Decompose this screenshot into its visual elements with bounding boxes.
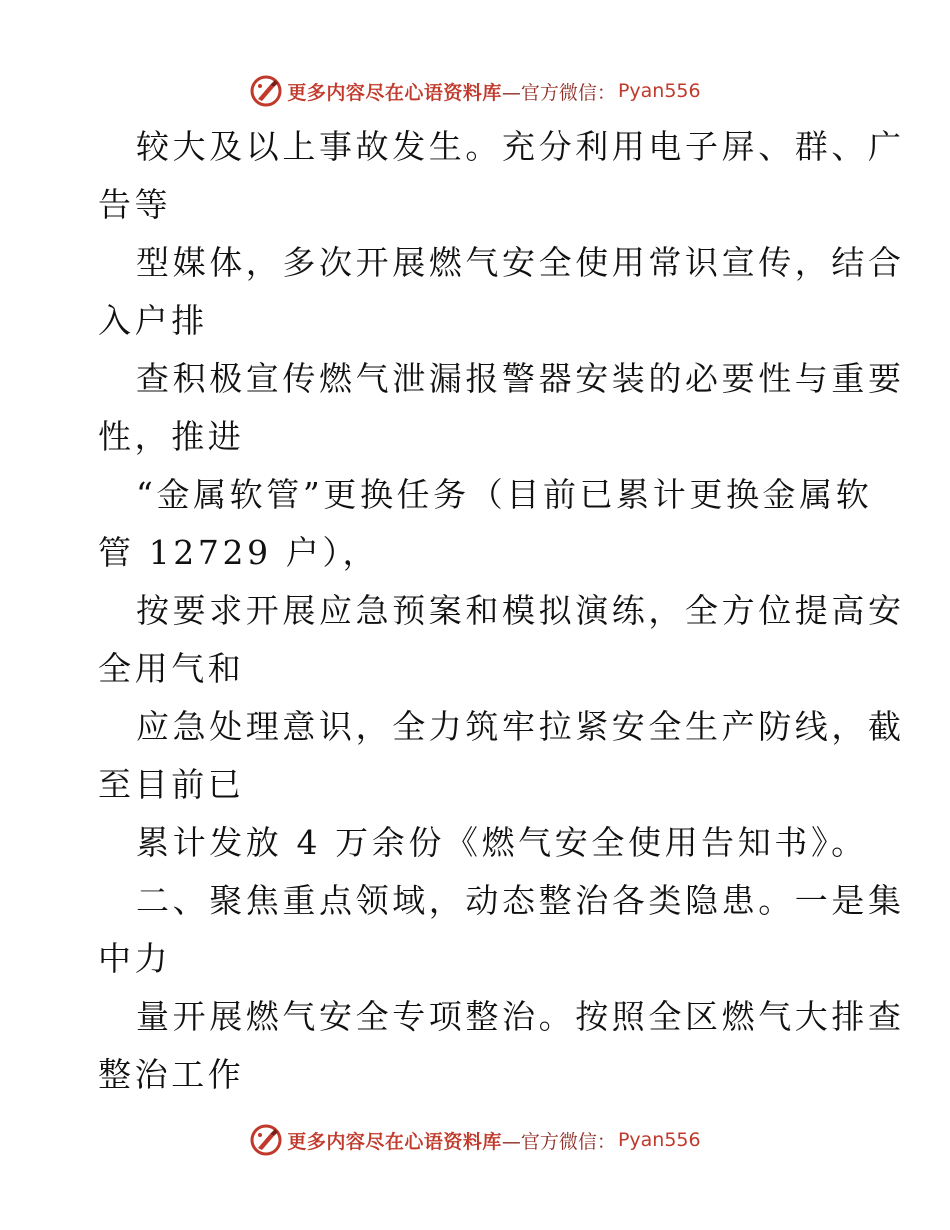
paragraph-line: 至目前已	[98, 765, 245, 804]
header-banner	[0, 71, 950, 111]
paragraph-line: “金属软管”更换任务（目前已累计更换金属软	[136, 475, 873, 514]
paragraph-line: 全用气和	[98, 649, 245, 688]
paragraph-line: 入户排	[98, 301, 208, 340]
paragraph-line: 整治工作	[98, 1055, 245, 1094]
paragraph-line: 告等	[98, 185, 172, 224]
banner-contact-label: —官方微信：	[501, 1130, 616, 1153]
paragraph-line: 查积极宣传燃气泄漏报警器安装的必要性与重要	[136, 359, 905, 398]
paragraph-line: 累计发放 4 万余份《燃气安全使用告知书》。	[136, 823, 868, 862]
paragraph-line: 较大及以上事故发生。充分利用电子屏、群、广	[136, 127, 905, 166]
paragraph-line: 管 12729 户），	[98, 533, 380, 572]
banner-account-id: Pyan556	[617, 1129, 701, 1151]
paragraph-line: 性，推进	[98, 417, 245, 456]
paragraph-line: 中力	[98, 939, 172, 978]
document-body	[98, 118, 905, 1104]
banner-account-id: Pyan556	[617, 80, 701, 102]
paragraph-line: 二、聚焦重点领域，动态整治各类隐患。一是集	[136, 881, 905, 920]
paragraph-line: 按要求开展应急预案和模拟演练，全方位提高安	[136, 591, 905, 630]
pen-logo-icon	[249, 1123, 283, 1157]
paragraph-line: 量开展燃气安全专项整治。按照全区燃气大排查	[136, 997, 905, 1036]
footer-banner	[0, 1120, 950, 1160]
banner-brand-text: 更多内容尽在心语资料库	[287, 1130, 502, 1153]
pen-logo-icon	[249, 74, 283, 108]
banner-brand-text: 更多内容尽在心语资料库	[287, 81, 502, 104]
banner-contact-label: —官方微信：	[501, 81, 616, 104]
paragraph-line: 应急处理意识，全力筑牢拉紧安全生产防线，截	[136, 707, 905, 746]
paragraph-line: 型媒体，多次开展燃气安全使用常识宣传，结合	[136, 243, 905, 282]
